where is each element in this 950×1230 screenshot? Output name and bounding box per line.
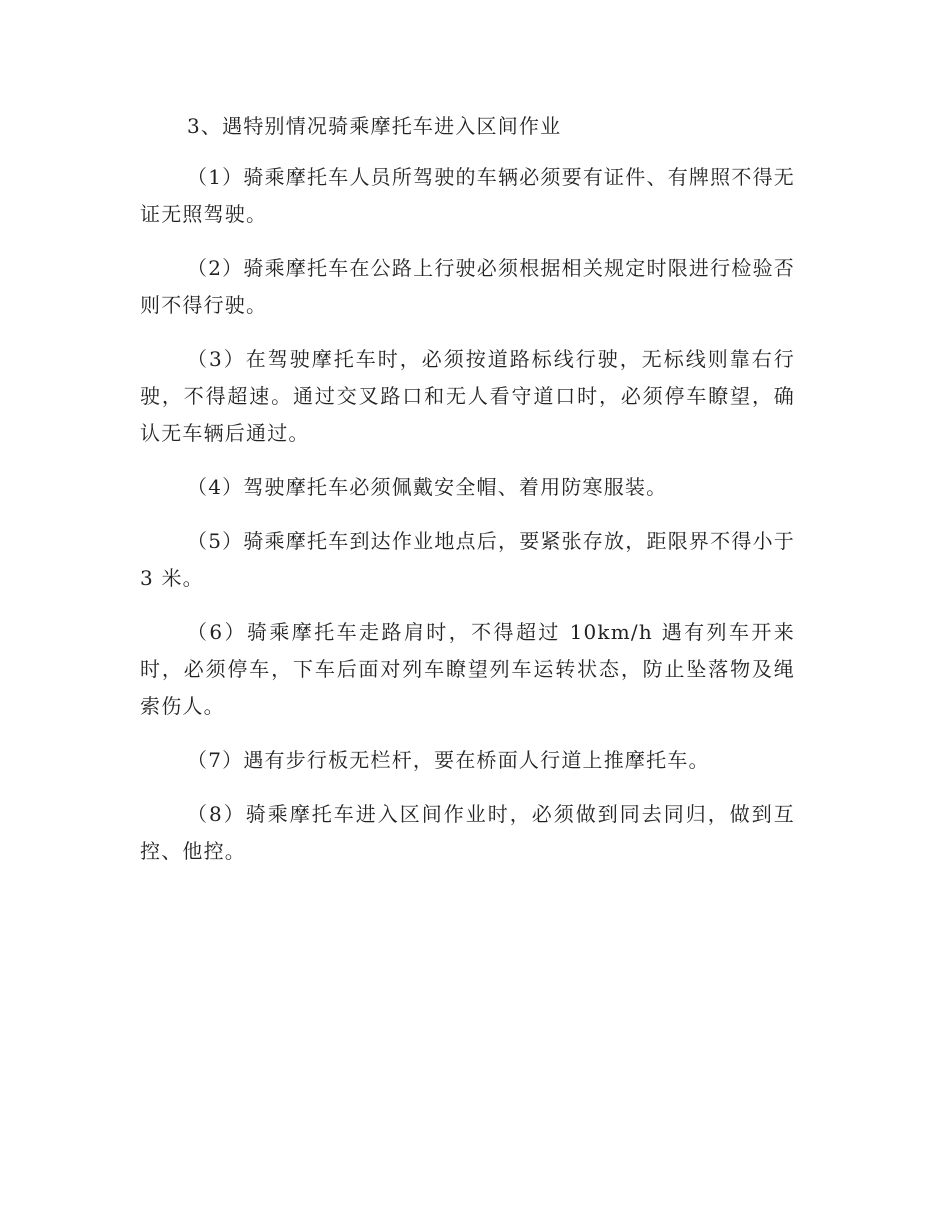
rule-item-6: （6）骑乘摩托车走路肩时，不得超过 10km/h 遇有列车开来时，必须停车，下车后面对列车瞭望列车运转状态，防止坠落物及绳索伤人。 xyxy=(140,620,795,718)
rule-item-8: （8）骑乘摩托车进入区间作业时，必须做到同去同归，做到互控、他控。 xyxy=(140,802,795,863)
rule-item-5: （5）骑乘摩托车到达作业地点后，要紧张存放，距限界不得小于 3 米。 xyxy=(140,529,795,590)
rule-item-3: （3）在驾驶摩托车时，必须按道路标线行驶，无标线则靠右行驶，不得超速。通过交叉路口和无人看守道口时，必须停车瞭望，确认无车辆后通过。 xyxy=(140,347,795,445)
rule-item-2: （2）骑乘摩托车在公路上行驶必须根据相关规定时限进行检验否则不得行驶。 xyxy=(140,256,795,317)
section-heading: 3、遇特别情况骑乘摩托车进入区间作业 xyxy=(187,114,562,138)
rule-item-4: （4）驾驶摩托车必须佩戴安全帽、着用防寒服装。 xyxy=(187,475,668,499)
document-body xyxy=(140,108,795,887)
rule-item-7: （7）遇有步行板无栏杆，要在桥面人行道上推摩托车。 xyxy=(187,748,710,772)
rule-item-1: （1）骑乘摩托车人员所驾驶的车辆必须要有证件、有牌照不得无证无照驾驶。 xyxy=(140,165,795,226)
